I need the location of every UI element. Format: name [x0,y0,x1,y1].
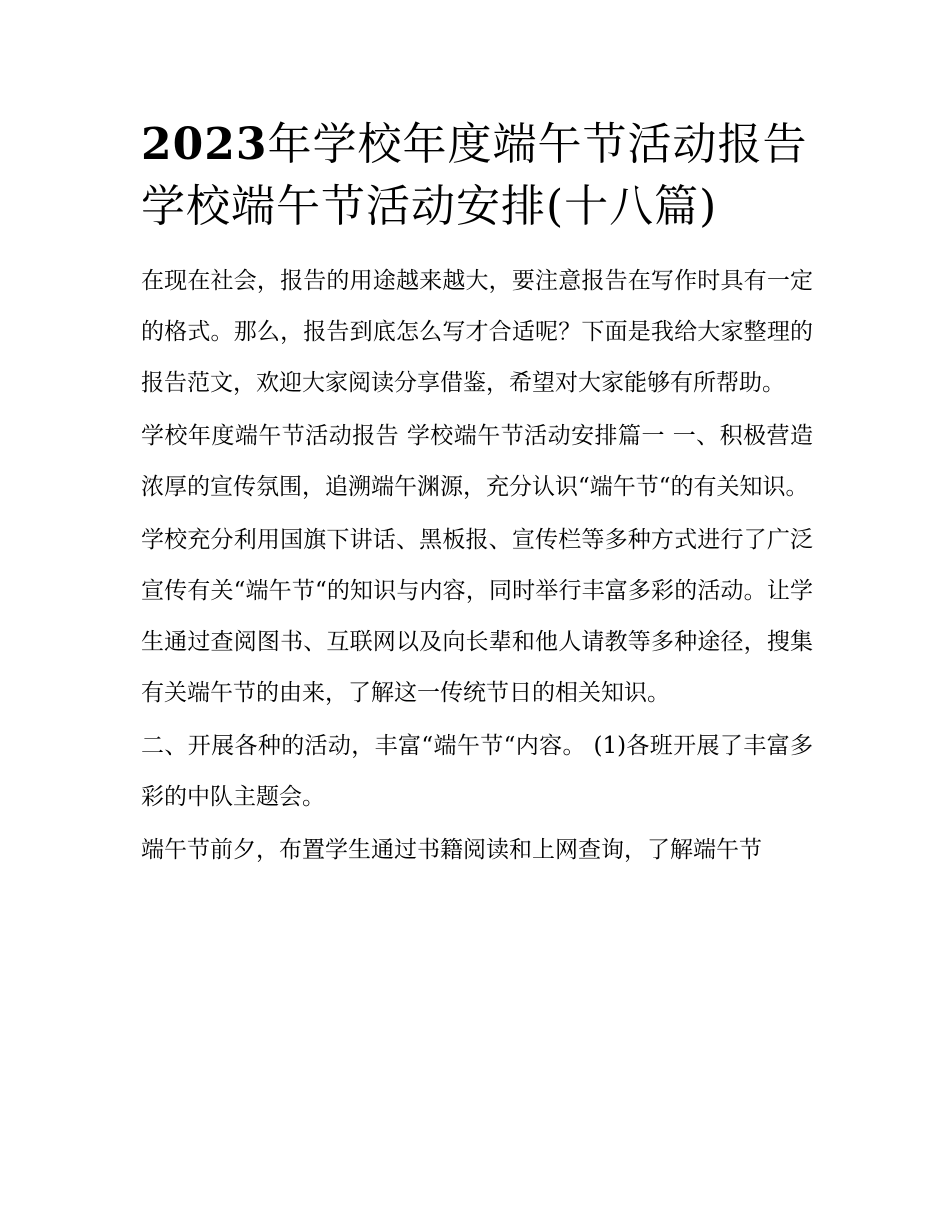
paragraph: 学校充分利用国旗下讲话、黑板报、宣传栏等多种方式进行了广泛宣传有关“端午节“的知识与内容，同时举行丰富多彩的活动。让学生通过查阅图书、互联网以及向长辈和他人请教等多种途径，搜集有关端午节的由来，了解这一传统节日的相关知识。 [141,527,813,706]
title-text: 年学校年度端午节活动报告 学校端午节活动安排(十八篇) [141,119,808,232]
paragraph: 二、开展各种的活动，丰富“端午节“内容。 (1)各班开展了丰富多彩的中队主题会。 [141,733,813,810]
paragraph: 端午节前夕，布置学生通过书籍阅读和上网查询，了解端午节 [141,837,762,863]
paragraph: 学校年度端午节活动报告 学校端午节活动安排篇一 一、积极营造浓厚的宣传氛围，追溯端午渊源，充分认识“端午节“的有关知识。 [141,423,813,500]
title-year: 2023 [141,119,268,170]
paragraph: 在现在社会，报告的用途越来越大，要注意报告在写作时具有一定的格式。那么，报告到底怎么写才合适呢？下面是我给大家整理的报告范文，欢迎大家阅读分享借鉴，希望对大家能够有所帮助。 [141,268,813,396]
document-body [141,114,813,878]
paragraph-list [141,256,813,876]
document-title [141,114,813,238]
